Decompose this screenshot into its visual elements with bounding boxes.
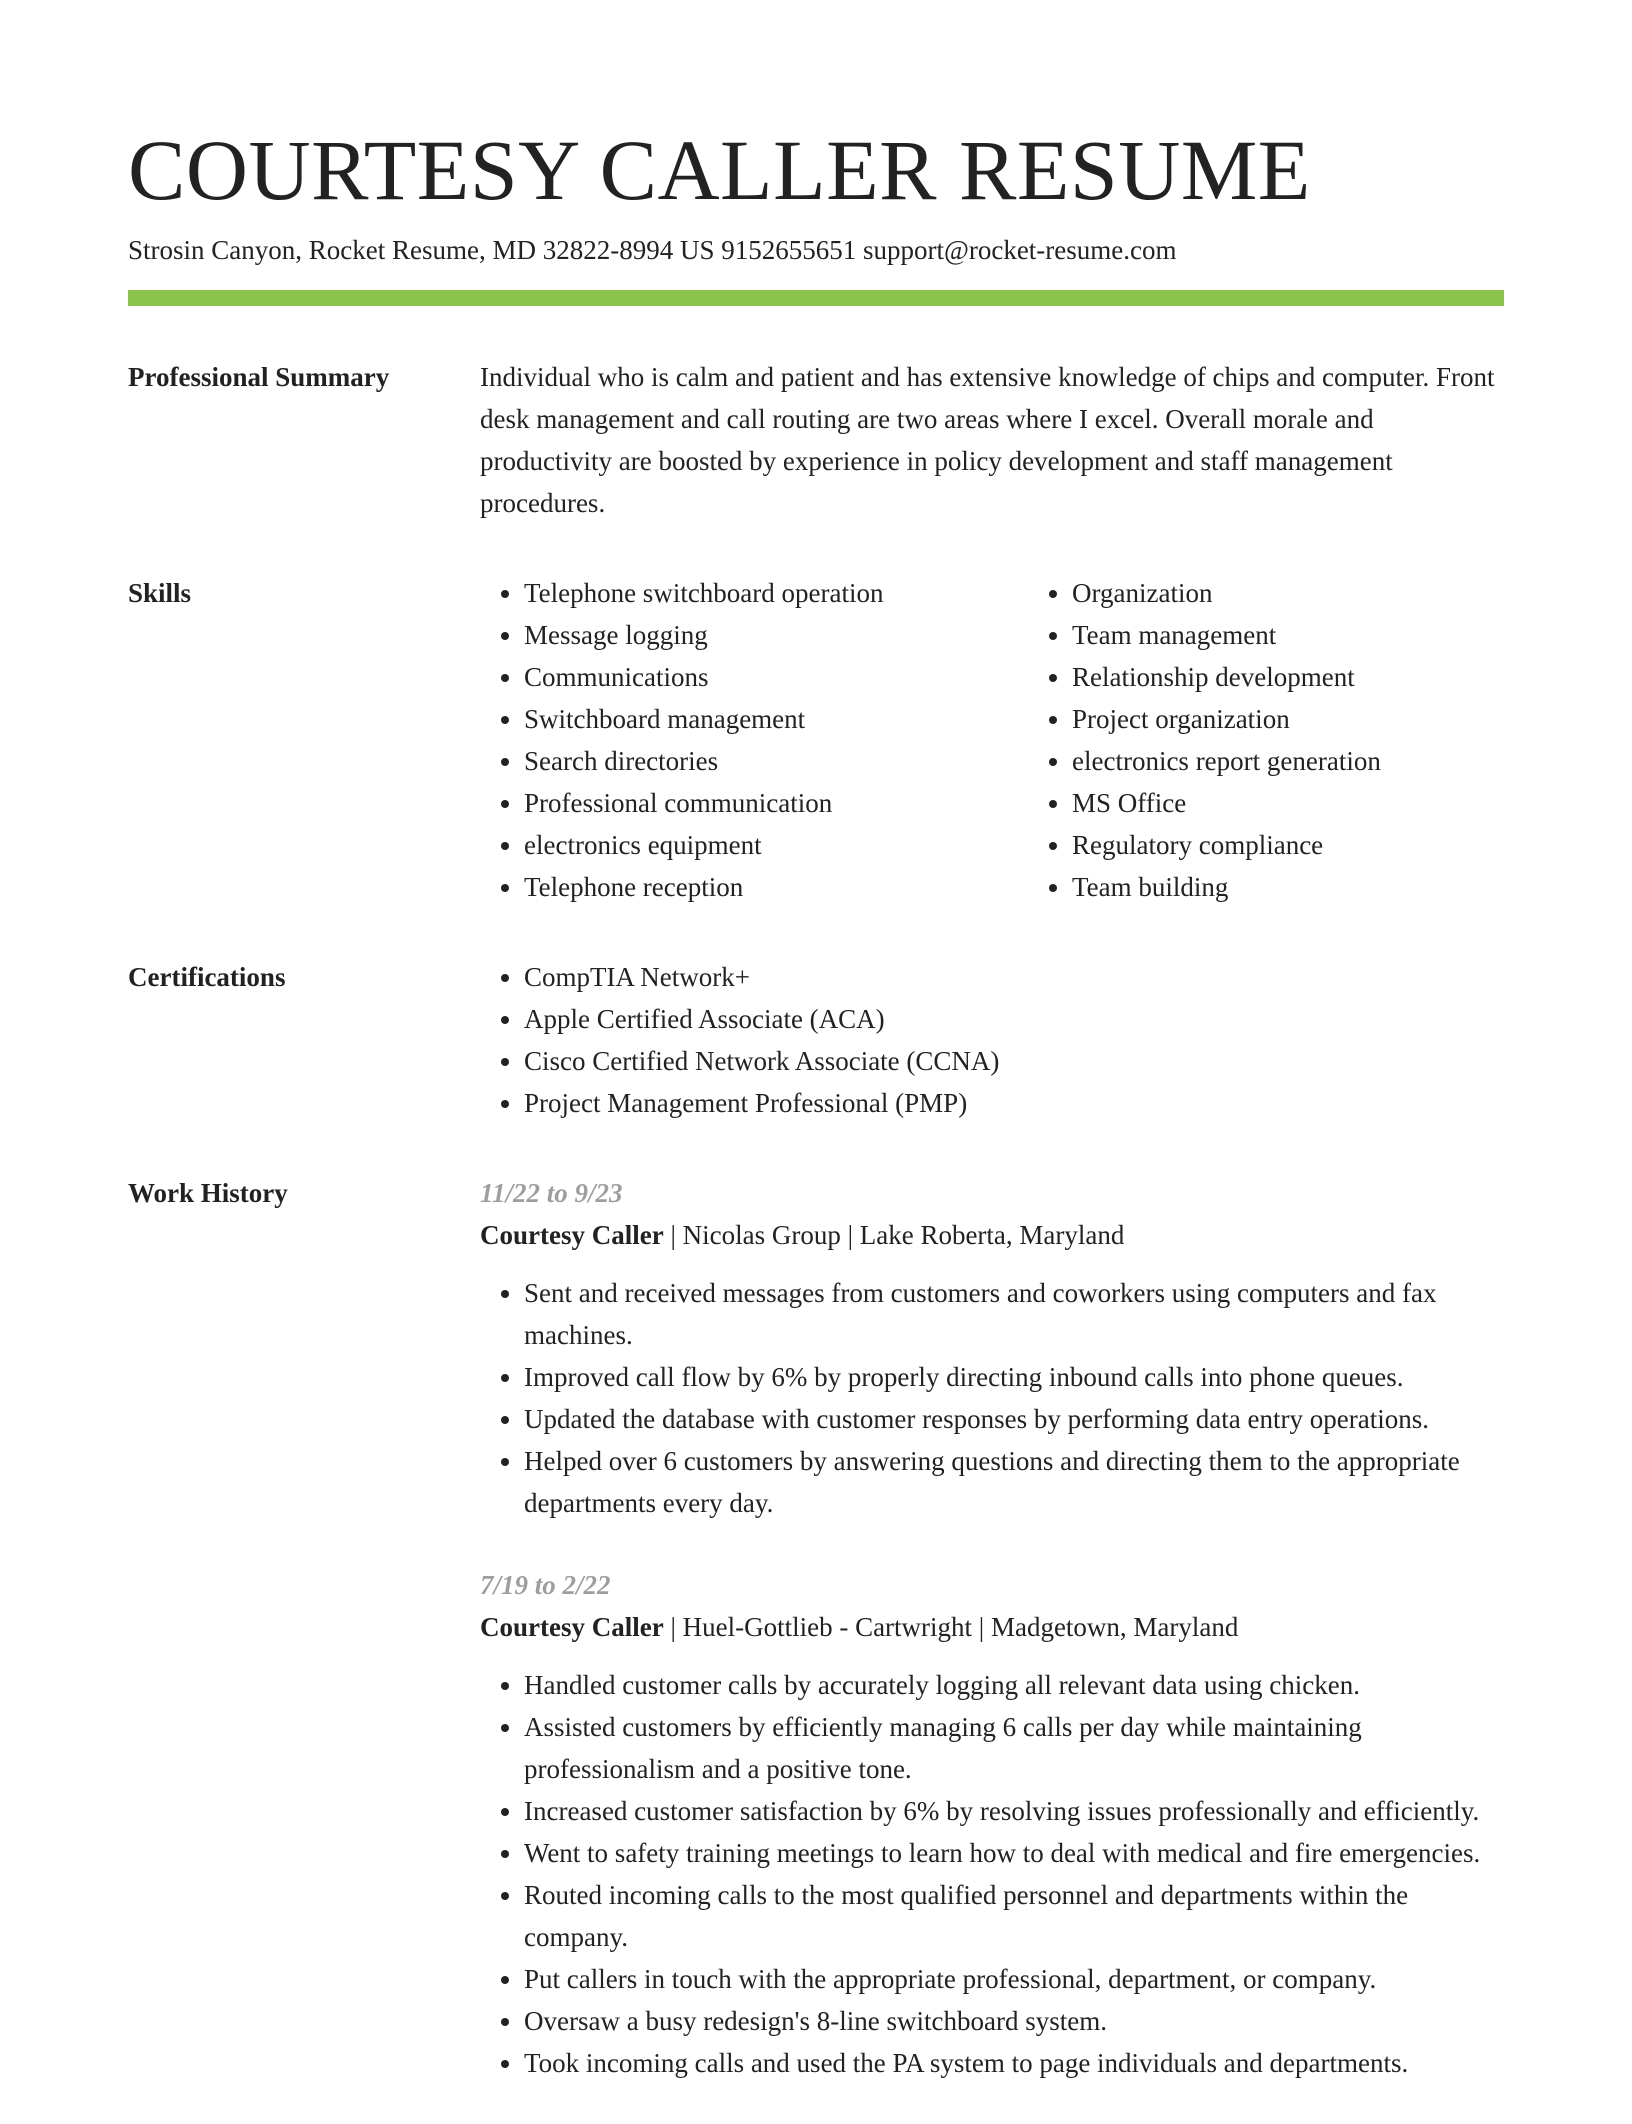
job-title: Courtesy Caller bbox=[480, 1612, 664, 1642]
job-entry bbox=[480, 1564, 1504, 2084]
work-history-label: Work History bbox=[128, 1178, 288, 1208]
skill-item: • Message logging bbox=[524, 614, 1028, 656]
skill-item: • Telephone switchboard operation bbox=[524, 572, 1028, 614]
skill-item: • Project organization bbox=[1072, 698, 1572, 740]
job-bullet: • Routed incoming calls to the most qualified personnel and departments within the company. bbox=[524, 1874, 1504, 1958]
certifications-section bbox=[128, 956, 1504, 1124]
skills-body bbox=[480, 572, 1572, 908]
certifications-list bbox=[480, 956, 1504, 1124]
certifications-body bbox=[480, 956, 1504, 1124]
job-bullet: • Handled customer calls by accurately logging all relevant data using chicken. bbox=[524, 1664, 1504, 1706]
skill-item: • electronics equipment bbox=[524, 824, 1028, 866]
job-bullet: • Assisted customers by efficiently managing 6 calls per day while maintaining professionalism and a positive tone. bbox=[524, 1706, 1504, 1790]
certification-item: • Cisco Certified Network Associate (CCNA) bbox=[524, 1040, 1504, 1082]
job-heading bbox=[480, 1214, 1504, 1256]
job-heading bbox=[480, 1606, 1504, 1648]
job-bullet: • Sent and received messages from customers and coworkers using computers and fax machines. bbox=[524, 1272, 1504, 1356]
job-bullet: • Improved call flow by 6% by properly directing inbound calls into phone queues. bbox=[524, 1356, 1504, 1398]
contact-line: Strosin Canyon, Rocket Resume, MD 32822-8994 US 9152655651 support@rocket-resume.com bbox=[128, 235, 1177, 265]
work-history-section bbox=[128, 1172, 1504, 2124]
job-bullets bbox=[480, 1272, 1504, 1524]
job-title: Courtesy Caller bbox=[480, 1220, 664, 1250]
job-dates: 7/19 to 2/22 bbox=[480, 1570, 611, 1600]
skill-item: • MS Office bbox=[1072, 782, 1572, 824]
work-history-body bbox=[480, 1172, 1504, 2124]
skill-item: • Communications bbox=[524, 656, 1028, 698]
certifications-label: Certifications bbox=[128, 962, 286, 992]
summary-label: Professional Summary bbox=[128, 362, 390, 392]
certification-item: • Apple Certified Associate (ACA) bbox=[524, 998, 1504, 1040]
skills-section bbox=[128, 572, 1504, 908]
skill-item: • Telephone reception bbox=[524, 866, 1028, 908]
skill-item: • Organization bbox=[1072, 572, 1572, 614]
job-bullet: • Oversaw a busy redesign's 8-line switchboard system. bbox=[524, 2000, 1504, 2042]
skills-label: Skills bbox=[128, 578, 192, 608]
skill-item: • Team management bbox=[1072, 614, 1572, 656]
job-dates: 11/22 to 9/23 bbox=[480, 1178, 623, 1208]
job-bullet: • Increased customer satisfaction by 6% by resolving issues professionally and efficiently. bbox=[524, 1790, 1504, 1832]
job-bullet: • Put callers in touch with the appropriate professional, department, or company. bbox=[524, 1958, 1504, 2000]
summary-body bbox=[480, 356, 1504, 524]
skill-item: • Professional communication bbox=[524, 782, 1028, 824]
summary-section bbox=[128, 356, 1504, 524]
skill-item: • Regulatory compliance bbox=[1072, 824, 1572, 866]
skill-item: • Relationship development bbox=[1072, 656, 1572, 698]
certification-item: • CompTIA Network+ bbox=[524, 956, 1504, 998]
job-bullets bbox=[480, 1664, 1504, 2084]
skills-list-left bbox=[480, 572, 1028, 908]
skill-item: • Switchboard management bbox=[524, 698, 1028, 740]
job-bullet: • Updated the database with customer responses by performing data entry operations. bbox=[524, 1398, 1504, 1440]
job-details: | Huel-Gottlieb - Cartwright | Madgetown, Maryland bbox=[663, 1612, 1239, 1642]
job-bullet: • Went to safety training meetings to learn how to deal with medical and fire emergencies. bbox=[524, 1832, 1504, 1874]
skill-item: • Search directories bbox=[524, 740, 1028, 782]
job-entry bbox=[480, 1172, 1504, 1524]
certification-item: • Project Management Professional (PMP) bbox=[524, 1082, 1504, 1124]
job-bullet: • Helped over 6 customers by answering questions and directing them to the appropriate departments every day. bbox=[524, 1440, 1504, 1524]
job-details: | Nicolas Group | Lake Roberta, Maryland bbox=[663, 1220, 1125, 1250]
skill-item: • electronics report generation bbox=[1072, 740, 1572, 782]
resume-page bbox=[128, 120, 1504, 2124]
header-accent-rule bbox=[128, 290, 1504, 306]
skills-list-right bbox=[1028, 572, 1572, 908]
summary-text: Individual who is calm and patient and has extensive knowledge of chips and computer. Front desk management and call routing are two areas where I excel. Overall morale and productivity are boosted by experience in policy development and staff management procedures. bbox=[480, 362, 1495, 518]
resume-title: COURTESY CALLER RESUME bbox=[128, 122, 1311, 218]
job-bullet: • Took incoming calls and used the PA system to page individuals and departments. bbox=[524, 2042, 1504, 2084]
skill-item: • Team building bbox=[1072, 866, 1572, 908]
